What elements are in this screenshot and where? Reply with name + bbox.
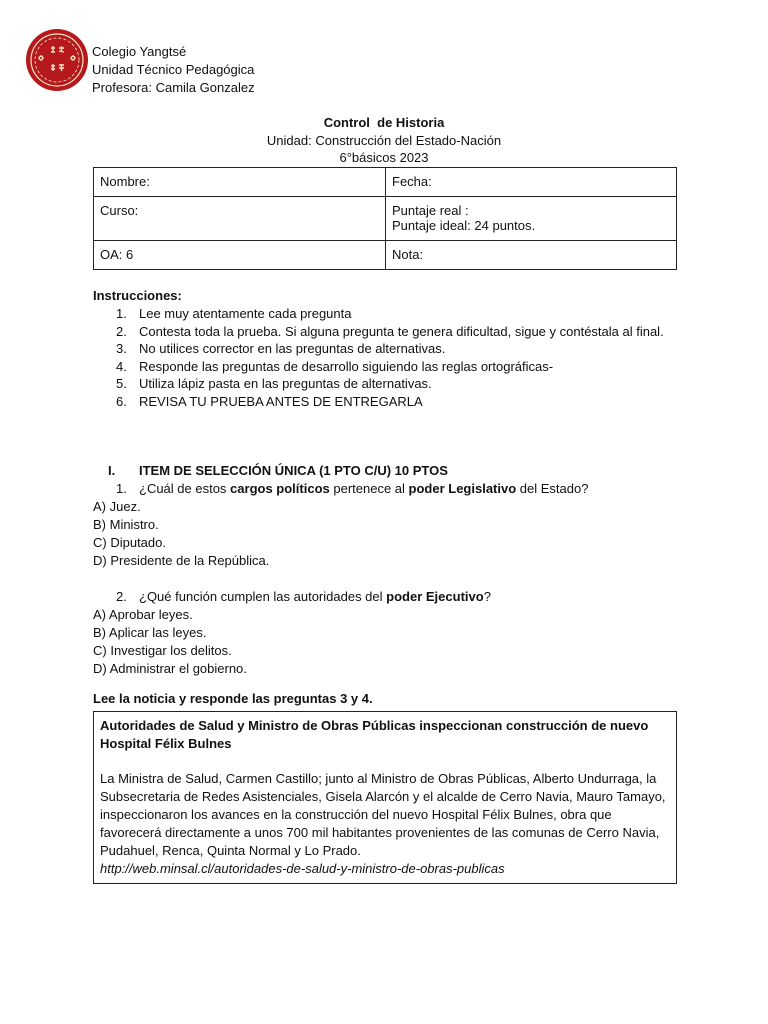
score-real-label: Puntaje real : bbox=[392, 203, 469, 218]
instruction-text: Responde las preguntas de desarrollo siguiendo las reglas ortográficas- bbox=[139, 358, 554, 374]
instruction-item bbox=[93, 340, 673, 358]
instruction-item bbox=[93, 305, 673, 323]
question-number: 2. bbox=[116, 588, 127, 604]
instruction-text: Utiliza lápiz pasta en las preguntas de alternativas. bbox=[139, 376, 432, 391]
instruction-text: No utilices corrector en las preguntas de alternativas. bbox=[139, 341, 446, 356]
instruction-number: 5. bbox=[116, 376, 127, 391]
answer-option[interactable]: B) Aplicar las leyes. bbox=[93, 624, 207, 640]
question-bold-term: cargos políticos bbox=[230, 481, 330, 496]
course-label: Curso: bbox=[100, 203, 139, 218]
news-title: Autoridades de Salud y Ministro de Obras Públicas inspeccionan construcción de nuevo Hospital Félix Bulnes bbox=[100, 718, 649, 751]
question-text: ¿Qué función cumplen las autoridades del bbox=[139, 588, 387, 604]
date-cell[interactable] bbox=[386, 168, 677, 197]
answer-option[interactable]: D) Administrar el gobierno. bbox=[93, 660, 247, 676]
date-label: Fecha: bbox=[392, 174, 432, 189]
instruction-number: 4. bbox=[116, 358, 127, 374]
spacer bbox=[93, 570, 693, 588]
question-text: pertenece al bbox=[329, 481, 409, 496]
oa-cell bbox=[94, 241, 386, 270]
answer-option[interactable]: D) Presidente de la República. bbox=[93, 553, 270, 568]
instruction-number: 1. bbox=[116, 306, 127, 321]
school-unit: Unidad Técnico Pedagógica bbox=[92, 62, 255, 77]
section-number: I. bbox=[108, 463, 116, 478]
news-box bbox=[93, 711, 677, 884]
news-instruction: Lee la noticia y responde las preguntas 3 y 4. bbox=[93, 691, 373, 706]
exam-title: Control de Historia bbox=[323, 115, 445, 130]
exam-title-block bbox=[0, 114, 768, 167]
question-1 bbox=[93, 480, 693, 498]
answer-option[interactable]: C) Investigar los delitos. bbox=[93, 642, 232, 658]
name-label: Nombre: bbox=[100, 174, 150, 189]
course-cell[interactable] bbox=[94, 197, 386, 241]
instructions-heading: Instrucciones: bbox=[93, 288, 182, 303]
section-multiple-choice bbox=[93, 462, 693, 678]
score-ideal-label: Puntaje ideal: 24 puntos. bbox=[392, 218, 536, 233]
question-number: 1. bbox=[116, 481, 127, 496]
instruction-text: Lee muy atentamente cada pregunta bbox=[139, 306, 352, 321]
instruction-number: 6. bbox=[116, 393, 127, 409]
name-cell[interactable] bbox=[94, 168, 386, 197]
answer-option[interactable]: C) Diputado. bbox=[93, 535, 166, 550]
question-2 bbox=[93, 588, 693, 606]
question-text: ¿Cuál de estos bbox=[139, 481, 231, 496]
grade-cell[interactable] bbox=[386, 241, 677, 270]
instruction-item bbox=[93, 375, 673, 393]
student-info-table bbox=[93, 167, 677, 270]
news-source-link[interactable]: http://web.minsal.cl/autoridades-de-salud-y-ministro-de-obras-publicas bbox=[100, 861, 505, 876]
question-bold-term: poder Ejecutivo bbox=[386, 588, 484, 604]
exam-unit: Unidad: Construcción del Estado-Nación bbox=[266, 132, 502, 148]
instructions-list bbox=[93, 305, 673, 410]
instruction-item bbox=[93, 323, 673, 341]
school-logo bbox=[25, 28, 89, 92]
question-bold-term: poder Legislativo bbox=[408, 481, 517, 496]
school-name: Colegio Yangtsé bbox=[92, 44, 187, 59]
oa-label: OA: 6 bbox=[100, 247, 134, 262]
instructions bbox=[93, 287, 673, 410]
school-header bbox=[92, 43, 255, 97]
section-title-text: ITEM DE SELECCIÓN ÚNICA (1 PTO C/U) 10 PTOS bbox=[139, 463, 448, 478]
instruction-text: REVISA TU PRUEBA ANTES DE ENTREGARLA bbox=[139, 393, 423, 409]
question-text: del Estado? bbox=[516, 481, 589, 496]
instruction-text: Contesta toda la prueba. Si alguna pregunta te genera dificultad, sigue y contéstala al final. bbox=[139, 323, 664, 339]
instruction-number: 2. bbox=[116, 323, 127, 339]
score-cell[interactable] bbox=[386, 197, 677, 241]
news-body: La Ministra de Salud, Carmen Castillo; junto al Ministro de Obras Públicas, Alberto Undurraga, la Subsecretaria de Redes Asistenciales, Gisela Alarcón y el alcalde de Cerro Navia, Mauro Tamayo, inspeccionaron los avances en la construcción del nuevo Hospital Félix Bulnes, obra que favorecerá directamente a unos 700 mil habitantes provenientes de las comunas de Cerro Navia, Pudahuel, Renca, Quinta Normal y Lo Prado. bbox=[100, 771, 666, 858]
teacher-name: Profesora: Camila Gonzalez bbox=[92, 80, 255, 95]
question-text: ? bbox=[483, 588, 491, 604]
answer-option[interactable]: A) Aprobar leyes. bbox=[93, 606, 193, 622]
instruction-item bbox=[93, 358, 673, 376]
section-title bbox=[93, 462, 693, 480]
answer-option[interactable]: B) Ministro. bbox=[93, 517, 159, 532]
exam-grade: 6°básicos 2023 bbox=[339, 150, 429, 165]
answer-option[interactable]: A) Juez. bbox=[93, 499, 141, 514]
instruction-number: 3. bbox=[116, 341, 127, 356]
instruction-item bbox=[93, 393, 673, 411]
grade-label: Nota: bbox=[392, 247, 424, 262]
